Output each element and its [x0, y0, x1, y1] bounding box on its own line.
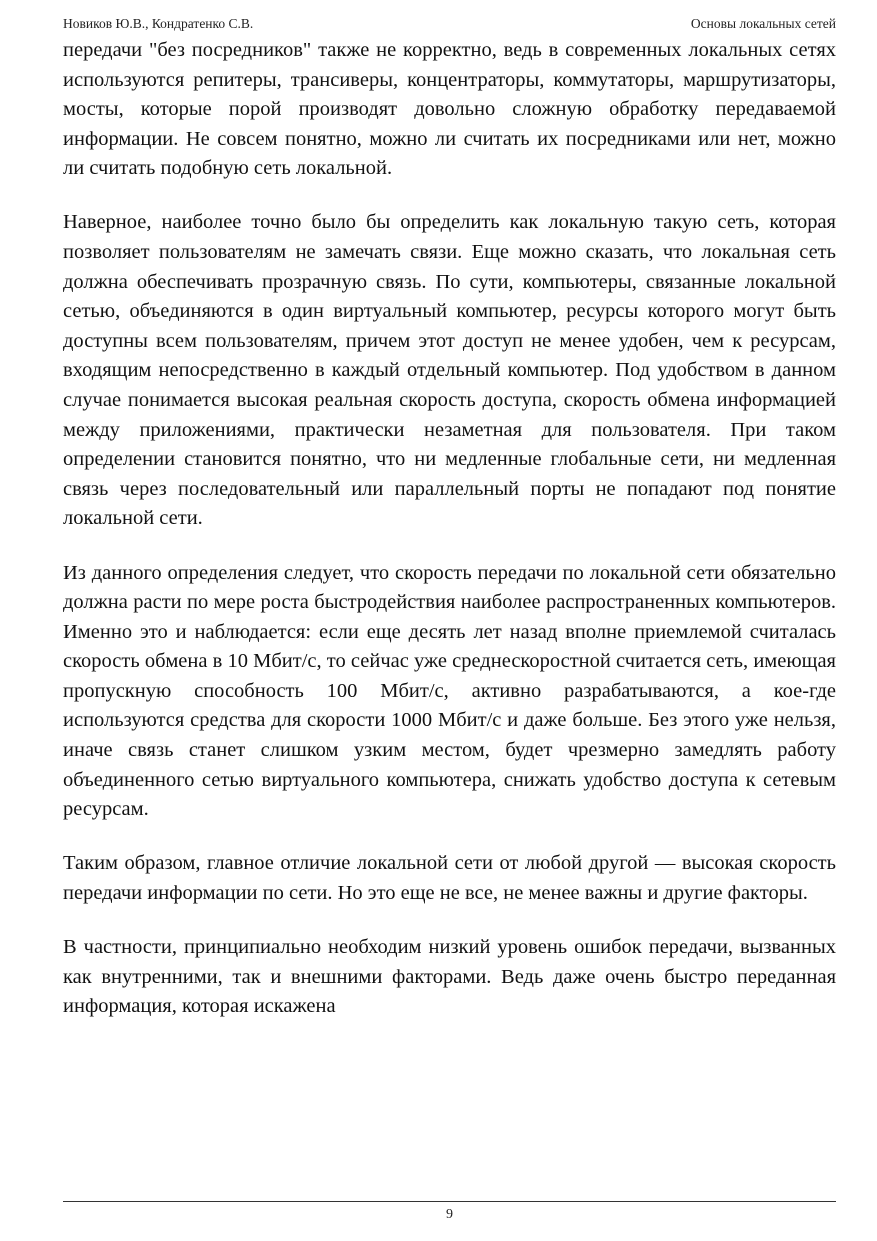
header-authors: Новиков Ю.В., Кондратенко С.В. [63, 16, 254, 31]
paragraph: В частности, принципиально необходим низкий уровень ошибок передачи, вызванных как внутренними, так и внешними факторами. Ведь даже очень быстро переданная информация, которая искажена [63, 936, 836, 1018]
page-number: 9 [446, 1207, 453, 1222]
paragraph: Таким образом, главное отличие локальной сети от любой другой — высокая скорость передачи информации по сети. Но это еще не все, не менее важны и другие факторы. [63, 852, 836, 904]
paragraph: Из данного определения следует, что скорость передачи по локальной сети обязательно должна расти по мере роста быстродействия наиболее распространенных компьютеров. Именно это и наблюдается: если еще десять лет назад вполне приемлемой считалась скорость обмена в 10 Мбит/с, то сейчас уже среднескоростной считается сеть, имеющая пропускную способность 100 Мбит/с, активно разрабатываются, а кое-где используются средства для скорости 1000 Мбит/с и даже больше. Без этого уже нельзя, иначе связь станет слишком узким местом, будет чрезмерно замедлять работу объединенного сетью виртуального компьютера, снижать удобство доступа к сетевым ресурсам. [63, 561, 836, 821]
paragraph: передачи "без посредников" также не корректно, ведь в современных локальных сетях используются репитеры, трансиверы, концентраторы, коммутаторы, маршрутизаторы, мосты, которые порой производят довольно сложную обработку передаваемой информации. Не совсем понятно, можно ли считать их посредниками или нет, можно ли считать подобную сеть локальной. [63, 39, 836, 180]
body-text [63, 36, 836, 1046]
footer-divider [63, 1201, 836, 1202]
running-header [63, 15, 836, 33]
header-title: Основы локальных сетей [690, 16, 836, 31]
paragraph: Наверное, наиболее точно было бы определить как локальную такую сеть, которая позволяет пользователям не замечать связи. Еще можно сказать, что локальная сеть должна обеспечивать прозрачную связь. По сути, компьютеры, связанные локальной сетью, объединяются в один виртуальный компьютер, ресурсы которого могут быть доступны всем пользователям, причем этот доступ не менее удобен, чем к ресурсам, входящим непосредственно в каждый отдельный компьютер. Под удобством в данном случае понимается высокая реальная скорость доступа, скорость обмена информацией между приложениями, практически незаметная для пользователя. При таком определении становится понятно, что ни медленные глобальные сети, ни медленная связь через последовательный или параллельный порты не попадают под понятие локальной сети. [63, 211, 836, 530]
